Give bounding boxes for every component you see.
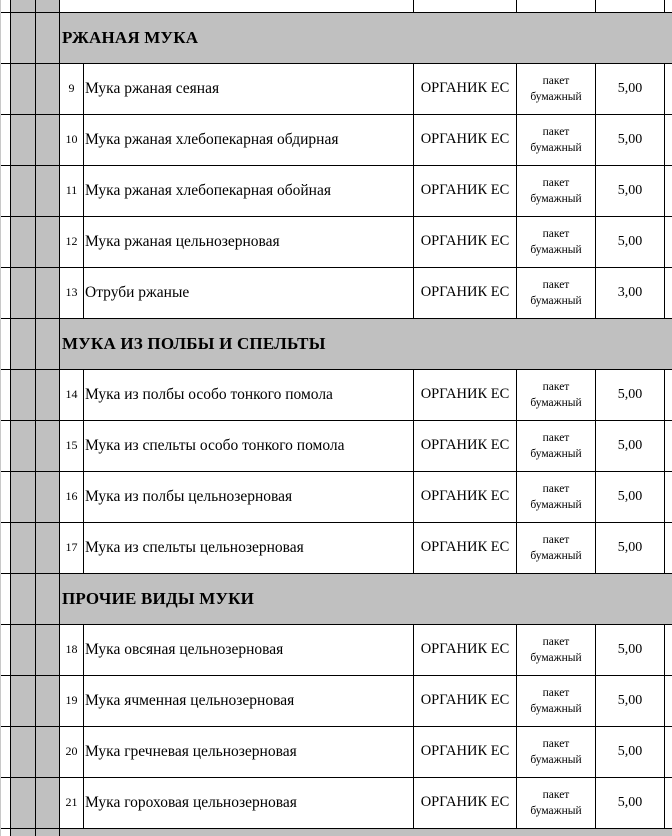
packaging-line-1: пакет — [542, 74, 570, 87]
grid-line-v — [664, 0, 665, 12]
grid-line-v — [413, 777, 414, 828]
price: 5,00 — [617, 437, 643, 453]
grid-line-h — [0, 165, 672, 166]
grid-line-v — [413, 63, 414, 114]
grid-line-v — [83, 63, 84, 114]
grid-line-v — [595, 726, 596, 777]
grid-line-h — [0, 318, 672, 319]
grid-line-h — [0, 12, 672, 13]
brand-name: ОРГАНИК ЕС — [420, 284, 510, 300]
row-header-stub — [36, 726, 59, 777]
grid-line-v — [516, 216, 517, 267]
row-header-stub — [11, 777, 35, 828]
brand-name: ОРГАНИК ЕС — [420, 131, 510, 147]
item-number: 19 — [65, 693, 78, 707]
product-name: Мука ржаная сеяная — [85, 79, 220, 97]
row-header-stub — [36, 369, 59, 420]
category-row — [0, 573, 672, 624]
row-header-stub — [36, 114, 59, 165]
packaging-line-2: бумажный — [530, 651, 582, 664]
grid-line-v — [516, 624, 517, 675]
grid-line-v — [595, 420, 596, 471]
packaging-line-2: бумажный — [530, 141, 582, 154]
grid-line-v — [516, 726, 517, 777]
row-header-stub — [11, 675, 35, 726]
item-number: 10 — [65, 132, 78, 146]
packaging-cell — [517, 63, 595, 114]
price: 5,00 — [617, 641, 643, 657]
row-header-stub — [36, 216, 59, 267]
grid-line-v-light — [0, 0, 1, 836]
grid-line-h — [0, 675, 672, 676]
packaging-cell — [517, 726, 595, 777]
grid-line-v — [413, 165, 414, 216]
table-row[interactable] — [0, 777, 672, 828]
grid-line-v — [595, 165, 596, 216]
row-header-stub — [11, 216, 35, 267]
grid-line-v — [516, 777, 517, 828]
brand-name: ОРГАНИК ЕС — [420, 233, 510, 249]
product-name: Мука ячменная цельнозерновая — [85, 691, 295, 709]
packaging-line-2: бумажный — [530, 549, 582, 562]
packaging-line-1: пакет — [542, 737, 570, 750]
grid-line-h — [0, 828, 672, 829]
grid-line-v — [664, 420, 665, 471]
grid-line-v — [664, 675, 665, 726]
packaging-cell — [517, 267, 595, 318]
table-row[interactable] — [0, 216, 672, 267]
packaging-line-2: бумажный — [530, 498, 582, 511]
product-name: Мука из спельты цельнозерновая — [85, 538, 304, 556]
item-number: 20 — [65, 744, 78, 758]
grid-line-v — [83, 624, 84, 675]
grid-line-v — [595, 675, 596, 726]
item-number: 14 — [65, 387, 78, 401]
row-header-stub — [36, 471, 59, 522]
grid-line-v — [516, 0, 517, 12]
brand-name: ОРГАНИК ЕС — [420, 743, 510, 759]
grid-line-h — [0, 216, 672, 217]
category-band — [60, 828, 672, 836]
table-row[interactable] — [0, 369, 672, 420]
product-name: Мука овсяная цельнозерновая — [85, 640, 284, 658]
partial-bottom-row — [0, 828, 672, 836]
grid-line-v — [516, 420, 517, 471]
table-row[interactable] — [0, 726, 672, 777]
grid-line-h — [0, 624, 672, 625]
packaging-line-1: пакет — [542, 482, 570, 495]
grid-line-v — [664, 63, 665, 114]
row-header-stub — [11, 573, 35, 624]
product-name: Мука гороховая цельнозерновая — [85, 793, 297, 811]
row-header-stub — [11, 12, 35, 63]
grid-line-v — [413, 216, 414, 267]
packaging-line-1: пакет — [542, 278, 570, 291]
grid-line-h — [0, 420, 672, 421]
grid-line-h — [0, 573, 672, 574]
grid-line-h — [0, 63, 672, 64]
price: 5,00 — [617, 692, 643, 708]
row-header-stub — [11, 420, 35, 471]
grid-line-v — [595, 267, 596, 318]
brand-name: ОРГАНИК ЕС — [420, 437, 510, 453]
price: 5,00 — [617, 386, 643, 402]
product-name: Отруби ржаные — [85, 283, 190, 301]
packaging-cell — [517, 216, 595, 267]
packaging-line-2: бумажный — [530, 243, 582, 256]
table-row[interactable] — [0, 165, 672, 216]
row-header-stub — [11, 318, 35, 369]
grid-line-v — [516, 369, 517, 420]
grid-line-v — [595, 369, 596, 420]
packaging-line-2: бумажный — [530, 447, 582, 460]
row-header-stub — [36, 522, 59, 573]
row-header-stub — [36, 420, 59, 471]
product-name: Мука из спельты особо тонкого помола — [85, 436, 345, 454]
row-header-stub — [36, 12, 59, 63]
price: 5,00 — [617, 131, 643, 147]
category-title: МУКА ИЗ ПОЛБЫ И СПЕЛЬТЫ — [62, 333, 326, 353]
item-number: 16 — [65, 489, 78, 503]
price: 5,00 — [617, 233, 643, 249]
packaging-cell — [517, 777, 595, 828]
grid-line-v — [664, 624, 665, 675]
grid-line-v — [516, 471, 517, 522]
packaging-cell — [517, 369, 595, 420]
table-row[interactable] — [0, 267, 672, 318]
grid-line-v — [83, 420, 84, 471]
grid-line-h — [0, 777, 672, 778]
grid-line-v — [83, 522, 84, 573]
item-number: 9 — [68, 81, 75, 95]
grid-line-v — [413, 522, 414, 573]
packaging-line-1: пакет — [542, 788, 570, 801]
grid-line-v — [595, 114, 596, 165]
brand-name: ОРГАНИК ЕС — [420, 692, 510, 708]
packaging-line-1: пакет — [542, 635, 570, 648]
row-header-stub — [11, 114, 35, 165]
product-name: Мука ржаная хлебопекарная обойная — [85, 181, 331, 199]
category-row — [0, 12, 672, 63]
packaging-cell — [517, 420, 595, 471]
grid-line-h — [0, 267, 672, 268]
item-number: 18 — [65, 642, 78, 656]
grid-line-v — [83, 216, 84, 267]
product-name: Мука из полбы особо тонкого помола — [85, 385, 333, 403]
row-header-stub — [36, 573, 59, 624]
brand-name: ОРГАНИК ЕС — [420, 488, 510, 504]
item-number: 15 — [65, 438, 78, 452]
grid-line-v — [595, 63, 596, 114]
item-number: 17 — [65, 540, 78, 554]
price: 5,00 — [617, 80, 643, 96]
row-header-stub — [36, 267, 59, 318]
brand-name: ОРГАНИК ЕС — [420, 641, 510, 657]
brand-name: ОРГАНИК ЕС — [420, 539, 510, 555]
packaging-line-2: бумажный — [530, 192, 582, 205]
product-name: Мука гречневая цельнозерновая — [85, 742, 297, 760]
grid-line-v — [83, 267, 84, 318]
grid-line-h — [0, 369, 672, 370]
grid-line-v — [595, 471, 596, 522]
grid-line-v — [595, 624, 596, 675]
grid-line-v — [664, 726, 665, 777]
grid-line-v — [83, 777, 84, 828]
row-header-stub — [36, 0, 59, 12]
grid-line-v — [413, 675, 414, 726]
packaging-line-2: бумажный — [530, 90, 582, 103]
row-header-stub — [11, 522, 35, 573]
product-name: Мука ржаная цельнозерновая — [85, 232, 280, 250]
grid-line-v — [516, 675, 517, 726]
packaging-line-2: бумажный — [530, 294, 582, 307]
packaging-line-1: пакет — [542, 176, 570, 189]
category-title: РЖАНАЯ МУКА — [62, 27, 199, 47]
table-row[interactable] — [0, 624, 672, 675]
row-header-stub — [36, 624, 59, 675]
packaging-line-2: бумажный — [530, 702, 582, 715]
grid-line-v — [595, 0, 596, 12]
grid-line-v — [413, 471, 414, 522]
grid-line-v — [59, 0, 60, 836]
grid-line-v — [83, 675, 84, 726]
item-number: 11 — [65, 183, 78, 197]
grid-line-h — [0, 726, 672, 727]
row-header-stub — [11, 726, 35, 777]
grid-line-v — [10, 0, 11, 836]
packaging-line-1: пакет — [542, 125, 570, 138]
table-row[interactable] — [0, 63, 672, 114]
grid-line-v — [413, 726, 414, 777]
row-header-stub — [11, 369, 35, 420]
grid-line-v — [595, 777, 596, 828]
grid-line-v — [413, 114, 414, 165]
item-number: 12 — [65, 234, 78, 248]
packaging-cell — [517, 675, 595, 726]
brand-name: ОРГАНИК ЕС — [420, 386, 510, 402]
grid-line-v — [83, 114, 84, 165]
brand-name: ОРГАНИК ЕС — [420, 80, 510, 96]
row-header-stub — [11, 0, 35, 12]
product-name: Мука из полбы цельнозерновая — [85, 487, 293, 505]
price: 5,00 — [617, 794, 643, 810]
packaging-line-1: пакет — [542, 380, 570, 393]
packaging-line-1: пакет — [542, 533, 570, 546]
packaging-cell — [517, 165, 595, 216]
packaging-cell — [517, 114, 595, 165]
packaging-line-2: бумажный — [530, 804, 582, 817]
grid-line-v — [413, 0, 414, 12]
grid-line-h — [0, 114, 672, 115]
grid-line-v — [664, 165, 665, 216]
packaging-cell — [517, 624, 595, 675]
grid-line-v — [83, 726, 84, 777]
grid-line-v — [35, 0, 36, 836]
row-header-stub — [11, 63, 35, 114]
grid-line-v — [413, 369, 414, 420]
packaging-cell — [517, 471, 595, 522]
packaging-cell — [517, 522, 595, 573]
grid-line-v — [595, 216, 596, 267]
brand-name: ОРГАНИК ЕС — [420, 794, 510, 810]
grid-line-v — [664, 369, 665, 420]
grid-line-v — [83, 369, 84, 420]
row-header-stub — [11, 828, 35, 836]
price: 5,00 — [617, 539, 643, 555]
grid-line-v — [664, 267, 665, 318]
item-number: 13 — [65, 285, 78, 299]
row-header-stub — [36, 318, 59, 369]
grid-line-v — [516, 522, 517, 573]
grid-line-v — [664, 471, 665, 522]
grid-line-v — [664, 522, 665, 573]
row-header-stub — [36, 165, 59, 216]
grid-line-v — [83, 471, 84, 522]
grid-line-v — [516, 114, 517, 165]
partial-top-row — [0, 0, 672, 12]
table-row[interactable] — [0, 471, 672, 522]
grid-line-v — [83, 165, 84, 216]
grid-line-v — [516, 165, 517, 216]
price: 5,00 — [617, 182, 643, 198]
row-header-stub — [11, 624, 35, 675]
table-row[interactable] — [0, 675, 672, 726]
grid-line-v — [664, 777, 665, 828]
row-header-stub — [36, 63, 59, 114]
grid-line-v — [413, 624, 414, 675]
grid-line-v — [516, 63, 517, 114]
price: 3,00 — [617, 284, 643, 300]
row-header-stub — [11, 471, 35, 522]
price: 5,00 — [617, 488, 643, 504]
grid-line-v — [664, 216, 665, 267]
grid-line-v — [595, 522, 596, 573]
grid-line-v — [413, 420, 414, 471]
category-title: ПРОЧИЕ ВИДЫ МУКИ — [62, 588, 255, 608]
packaging-line-2: бумажный — [530, 753, 582, 766]
row-header-stub — [11, 165, 35, 216]
row-header-stub — [11, 267, 35, 318]
packaging-line-1: пакет — [542, 686, 570, 699]
table-row[interactable] — [0, 114, 672, 165]
grid-line-h — [0, 471, 672, 472]
table-row[interactable] — [0, 522, 672, 573]
grid-line-v — [664, 114, 665, 165]
row-header-stub — [36, 828, 59, 836]
row-header-stub — [36, 777, 59, 828]
brand-name: ОРГАНИК ЕС — [420, 182, 510, 198]
packaging-line-1: пакет — [542, 227, 570, 240]
price: 5,00 — [617, 743, 643, 759]
grid-line-v — [413, 267, 414, 318]
item-number: 21 — [65, 795, 78, 809]
packaging-line-2: бумажный — [530, 396, 582, 409]
grid-line-h — [0, 522, 672, 523]
packaging-line-1: пакет — [542, 431, 570, 444]
row-header-stub — [36, 675, 59, 726]
product-name: Мука ржаная хлебопекарная обдирная — [85, 130, 339, 148]
table-row[interactable] — [0, 420, 672, 471]
category-row — [0, 318, 672, 369]
grid-line-v — [516, 267, 517, 318]
